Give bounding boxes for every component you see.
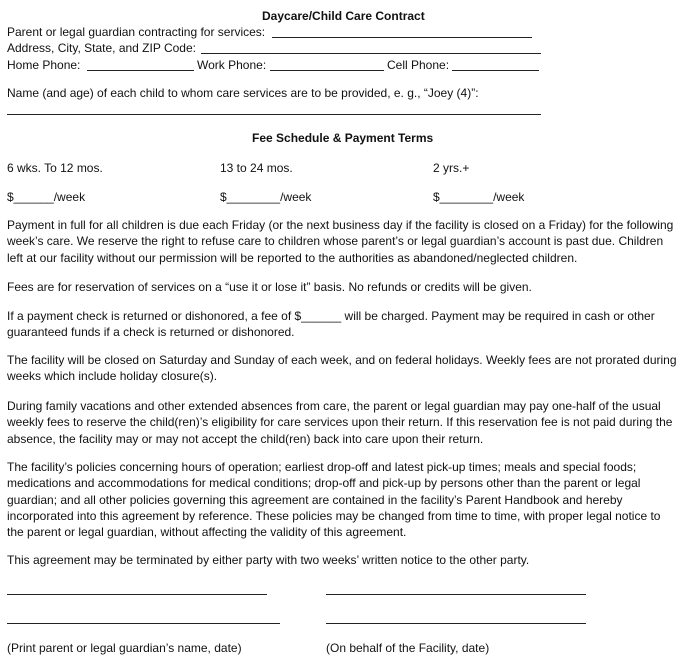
contracting-input-line[interactable] [272,37,532,38]
home-phone-label: Home Phone: [7,58,81,72]
parent-signature-caption: (Print parent or legal guardian’s name, date) [7,641,242,655]
policies-paragraph: The facility’s policies concerning hours of operation; earliest drop-off and latest pick-up times; meals and special foods; medications and accommodations for medical conditions; drop-off and pick-up by persons other than the parent or legal guardian; and all other policies governing this agreement are contained in the facility’s Parent Handbook and hereby incorporated into this agreement by reference. These policies may be changed from time to time, with proper legal notice to the parent or legal guardian, without affecting the validity of this agreement. [7,460,661,540]
cell-phone-label: Cell Phone: [387,58,450,72]
cell-phone-input-line[interactable] [452,70,539,71]
closures-paragraph: The facility will be closed on Saturday and Sunday of each week, and on federal holidays. Weekly fees are not prorated during weeks which include holiday closure(s). [7,353,677,384]
facility-signature-caption: (On behalf of the Facility, date) [326,641,490,655]
address-input-line[interactable] [201,53,541,54]
facility-name-date-line[interactable] [326,623,586,624]
fee-age-infant: 6 wks. To 12 mos. [7,161,103,175]
returned-check-paragraph: If a payment check is returned or dishonored, a fee of $______ will be charged. Payment may be required in cash or other guaranteed funds if a check is returned or dishonored. [7,309,655,340]
children-input-line[interactable] [7,114,541,115]
fee-age-preschool: 2 yrs.+ [433,161,470,175]
reservation-paragraph: Fees are for reservation of services on a “use it or lose it” basis. No refunds or credits will be given. [7,280,532,294]
absences-paragraph: During family vacations and other extended absences from care, the parent or legal guardian may pay one-half of the usual weekly fees to reserve the child(ren)’s eligibility for care services upon their return. If this reservation fee is not paid during the absence, the facility may or may not accept the child(ren) back into care upon their return. [7,399,673,446]
document-title: Daycare/Child Care Contract [262,9,425,23]
termination-paragraph: This agreement may be terminated by either party with two weeks’ written notice to the other party. [7,553,530,567]
fee-rate-infant[interactable]: $______/week [7,190,86,204]
contracting-label: Parent or legal guardian contracting for services: [7,25,266,39]
home-phone-input-line[interactable] [87,70,194,71]
fee-rate-toddler[interactable]: $________/week [220,190,312,204]
fee-schedule-heading: Fee Schedule & Payment Terms [252,131,434,145]
facility-signature-line[interactable] [326,594,586,595]
parent-name-date-line[interactable] [7,623,280,624]
parent-signature-line[interactable] [7,594,267,595]
work-phone-input-line[interactable] [270,70,384,71]
work-phone-label: Work Phone: [197,58,267,72]
payment-terms-paragraph: Payment in full for all children is due each Friday (or the next business day if the facility is closed on a Friday) for the following week’s care. We reserve the right to refuse care to children whose parent’s or legal guardian’s account is past due. Children left at our facility without our permission will be reported to the authorities as abandoned/neglected children. [7,218,674,265]
children-label: Name (and age) of each child to whom care services are to be provided, e. g., “Joey (4)”: [7,86,479,100]
fee-age-toddler: 13 to 24 mos. [220,161,293,175]
address-label: Address, City, State, and ZIP Code: [7,41,196,55]
fee-rate-preschool[interactable]: $________/week [433,190,525,204]
